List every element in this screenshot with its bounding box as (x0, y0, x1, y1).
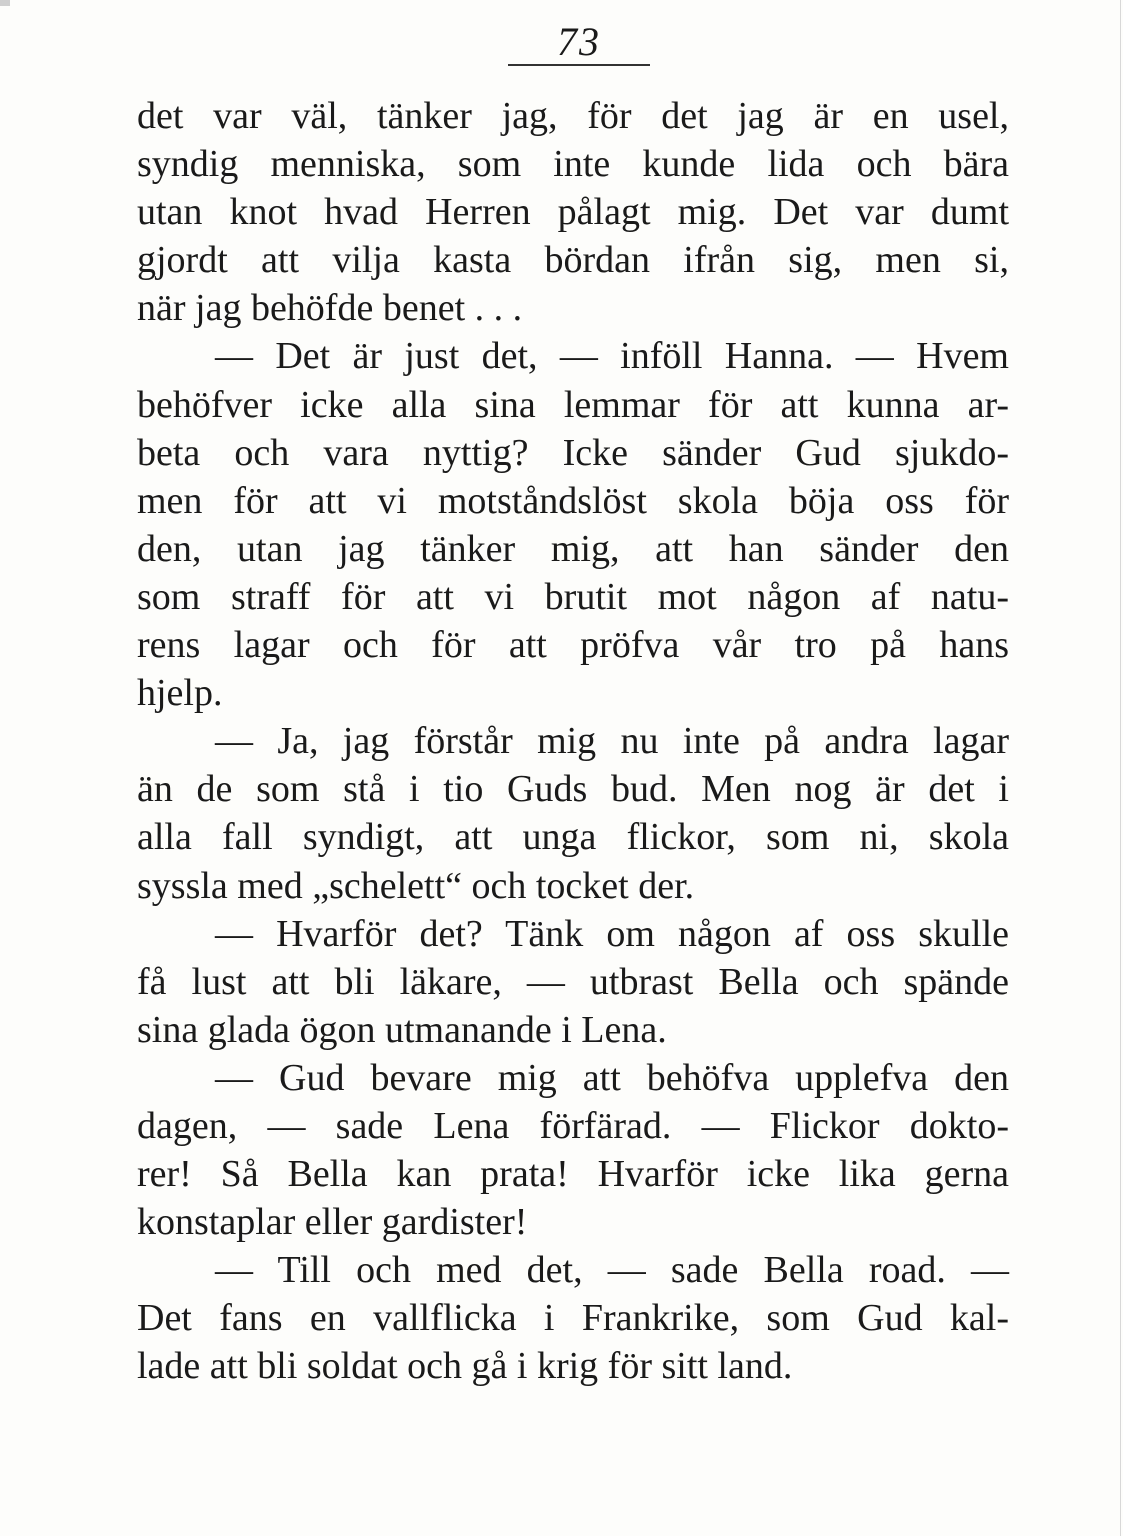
text-line: — Ja, jag förstår mig nu inte på andra lagar (215, 720, 1009, 763)
text-line: dagen, — sade Lena förfärad. — Flickor dokto- (137, 1104, 1009, 1147)
text-line: än de som stå i tio Guds bud. Men nog är det i (137, 768, 1009, 811)
text-line: när jag behöfde benet . . . (137, 287, 523, 330)
text-line: men för att vi motståndslöst skola böja oss för (137, 479, 1009, 522)
page-number-underline (508, 64, 650, 66)
text-line: alla fall syndigt, att unga flickor, som ni, skola (137, 816, 1009, 859)
text-line: Det fans en vallflicka i Frankrike, som Gud kal- (137, 1297, 1009, 1340)
text-line: behöfver icke alla sina lemmar för att kunna ar- (137, 383, 1009, 426)
scan-corner-mark (0, 0, 10, 6)
text-line: få lust att bli läkare, — utbrast Bella och spände (137, 960, 1009, 1003)
page-number: 73 (557, 19, 601, 64)
text-line: konstaplar eller gardister! (137, 1201, 528, 1244)
text-line: lade att bli soldat och gå i krig för sitt land. (137, 1345, 793, 1388)
text-line: gjordt att vilja kasta bördan ifrån sig, men si, (137, 239, 1009, 282)
text-line: — Hvarför det? Tänk om någon af oss skulle (215, 912, 1009, 955)
body-text (137, 92, 1009, 1391)
text-line: syndig menniska, som inte kunde lida och bära (137, 143, 1009, 186)
text-line: — Det är just det, — inföll Hanna. — Hvem (215, 335, 1009, 378)
text-line: sina glada ögon utmanande i Lena. (137, 1008, 667, 1051)
text-line: rer! Så Bella kan prata! Hvarför icke lika gerna (137, 1153, 1009, 1196)
text-line: syssla med „schelett“ och tocket der. (137, 864, 695, 907)
text-line: som straff för att vi brutit mot någon af natu- (137, 575, 1009, 618)
text-line: beta och vara nyttig? Icke sänder Gud sjukdo- (137, 431, 1009, 474)
text-line: hjelp. (137, 672, 223, 715)
page-edge (1120, 0, 1121, 1536)
text-line: utan knot hvad Herren pålagt mig. Det var dumt (137, 191, 1009, 234)
text-line: rens lagar och för att pröfva vår tro på hans (137, 624, 1009, 667)
text-line: det var väl, tänker jag, för det jag är en usel, (137, 95, 1009, 137)
text-line: den, utan jag tänker mig, att han sänder den (137, 527, 1009, 570)
text-line: — Gud bevare mig att behöfva upplefva den (215, 1056, 1009, 1099)
text-line: — Till och med det, — sade Bella road. — (215, 1249, 1009, 1292)
